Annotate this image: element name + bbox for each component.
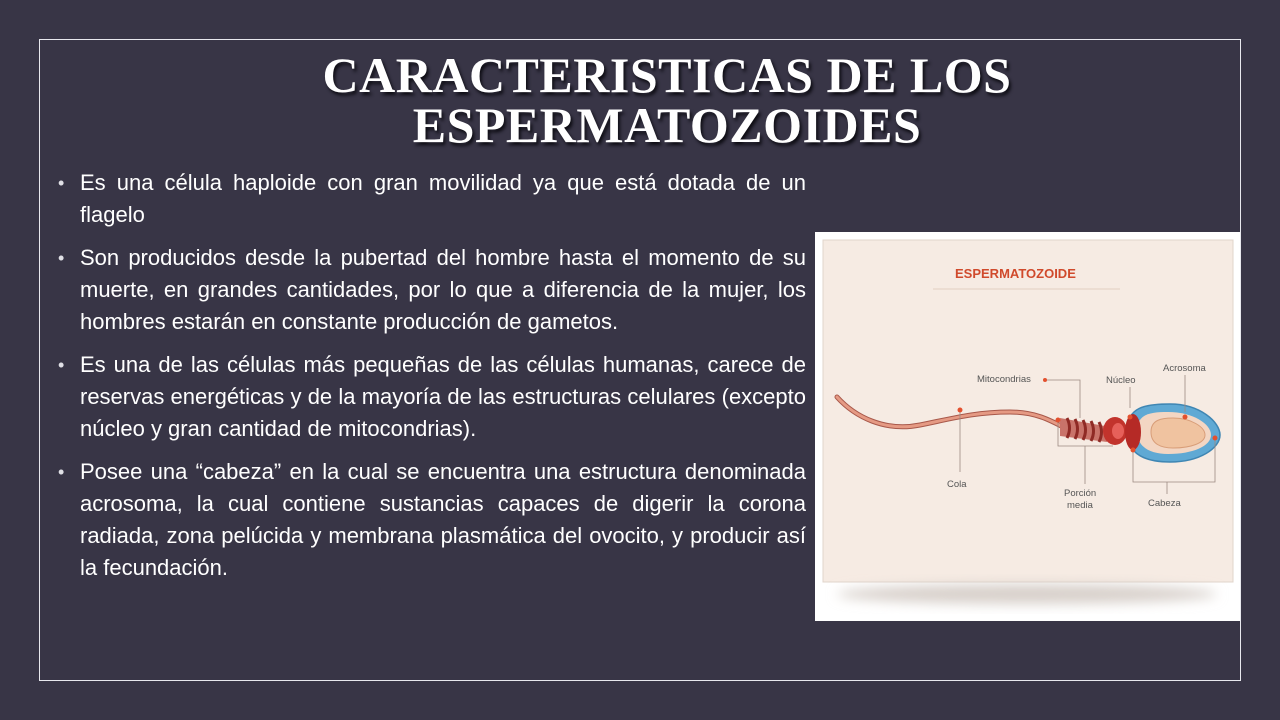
title-line-2: ESPERMATOZOIDES [412, 97, 922, 153]
bullet-item [58, 242, 806, 338]
card-shadow [837, 584, 1217, 604]
head-base [1125, 414, 1141, 450]
label-cola: Cola [947, 479, 967, 490]
sperm-diagram-image [815, 232, 1240, 621]
slide-title [200, 47, 1134, 153]
label-nucleo: Núcleo [1106, 375, 1136, 386]
neck-highlight [1112, 423, 1124, 439]
label-mitocondrias: Mitocondrias [977, 374, 1031, 385]
bullet-text: Posee una “cabeza” en la cual se encuentra una estructura denominada acrosoma, la cual contiene sustancias capaces de digerir la corona radiada, zona pelúcida y membrana plasmática del ovocito, y producir así la fecundación. [80, 459, 806, 580]
bullet-item [58, 349, 806, 445]
bullet-text: Es una de las células más pequeñas de las células humanas, carece de reservas energéticas y de la mayoría de las estructuras celulares (excepto núcleo y gran cantidad de mitocondrias). [80, 352, 806, 441]
bullet-glyph: • [58, 248, 65, 268]
bullet-list [58, 167, 806, 595]
label-acrosoma: Acrosoma [1163, 363, 1206, 374]
bullet-glyph: • [58, 462, 65, 482]
title-line-1: CARACTERISTICAS DE LOS [322, 47, 1012, 103]
label-porcion: Porción [1064, 488, 1097, 499]
bullet-glyph: • [58, 173, 65, 193]
bullet-glyph: • [58, 355, 65, 375]
bullet-item [58, 456, 806, 584]
bullet-text: Son producidos desde la pubertad del hombre hasta el momento de su muerte, en grandes cantidades, por lo que a diferencia de la mujer, los hombres estarán en constante producción de gametos. [80, 245, 806, 334]
sperm-diagram-svg [815, 232, 1240, 621]
label-cabeza: Cabeza [1148, 498, 1181, 509]
bullet-item [58, 167, 806, 231]
label-media: media [1067, 500, 1093, 511]
diagram-title: ESPERMATOZOIDE [955, 266, 1076, 281]
bullet-text: Es una célula haploide con gran movilidad ya que está dotada de un flagelo [80, 170, 806, 227]
